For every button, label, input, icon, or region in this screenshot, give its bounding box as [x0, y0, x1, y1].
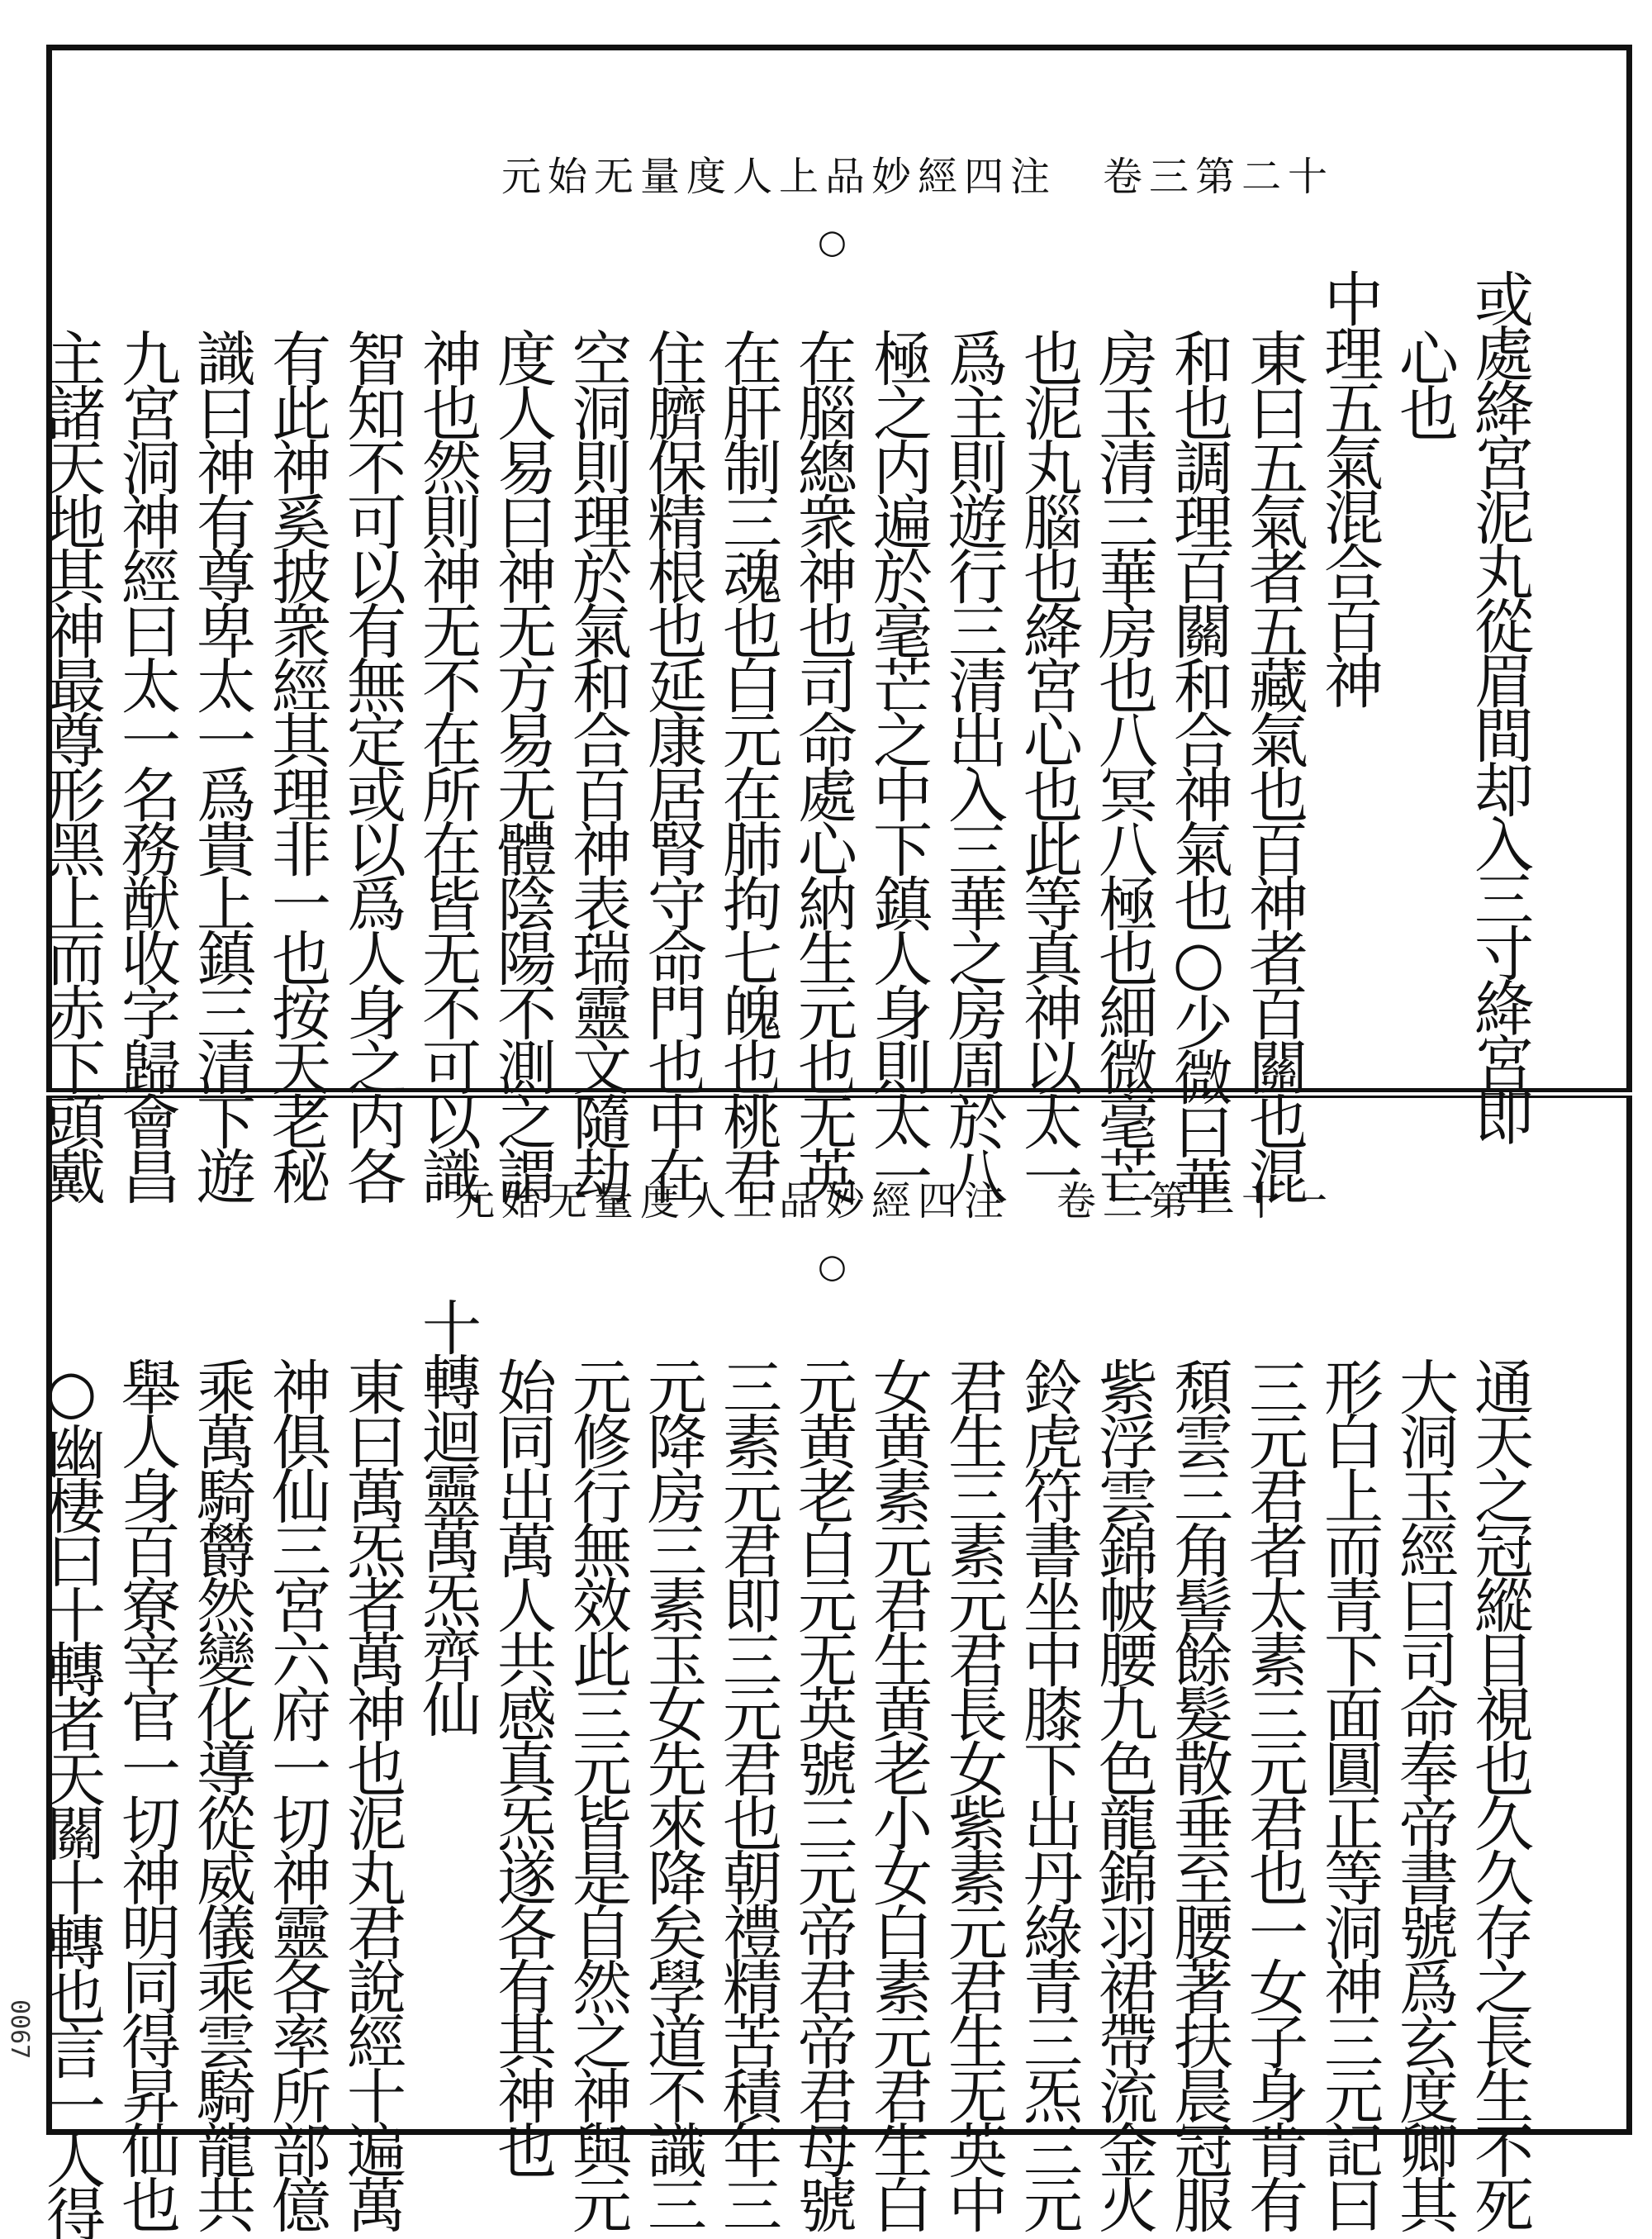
text-column: 三元君者太素三元君也一女子身肯有 — [1239, 1357, 1308, 2229]
text-column: 紫浮雲錦帔腰九色龍錦羽裙帶流金火 — [1089, 1357, 1158, 2229]
text-column: 也泥丸腦也絳宮心也此等真神以太一 — [1014, 328, 1083, 1200]
text-column: 東曰萬炁者萬神也泥丸君說經十遍萬 — [337, 1357, 406, 2229]
text-column: 神也然則神无不在所在皆无不可以識 — [412, 328, 482, 1200]
text-column: 智知不可以有無定或以爲人身之内各 — [337, 328, 406, 1200]
text-column: 始同出萬人共感真炁遂各有其神也 — [487, 1357, 557, 2175]
text-column: 度人易曰神无方易无體陰陽不測之謂 — [487, 328, 557, 1200]
text-column: 元修行無效此三元皆是自然之神與元 — [563, 1357, 632, 2229]
text-column: 識曰神有尊卑太一爲貴上鎮三清下遊 — [187, 328, 256, 1200]
text-column: 空洞則理於氣和合百神表瑞靈文隨劫 — [563, 328, 632, 1200]
text-column: 元黄老白元无英號三元帝君帝君母號 — [788, 1357, 857, 2229]
bottom-page — [36, 1111, 1586, 2239]
text-column: 住臍保精根也延康居腎守命門也中在 — [638, 328, 707, 1200]
text-column: 乘萬騎欝然變化導從威儀乘雲騎龍共 — [187, 1357, 256, 2229]
text-column: 頹雲三角髻餘髮散垂至腰著扶晨冠服 — [1164, 1357, 1233, 2229]
text-column: 通天之冠縱目視也久久存之長生不死 — [1464, 1357, 1534, 2229]
text-column: 形白上而青下面圓正等洞神三元記曰 — [1314, 1357, 1384, 2229]
text-column: 在腦總衆神也司命處心納生元也无英 — [788, 328, 857, 1200]
text-column: 三素元君即三元君也朝禮精苦積年三 — [713, 1357, 782, 2229]
text-column: 中理五氣混合百神 — [1314, 269, 1384, 705]
text-column: 房玉清三華房也八冥八極也細微毫芒 — [1089, 328, 1158, 1200]
text-column: 主諸天地其神最尊形黑上而赤下頭戴 — [36, 328, 106, 1200]
page-number: 0067 — [5, 1999, 34, 2060]
top-page-header: 元始无量度人上品妙經四注 卷三第二十 — [501, 154, 1334, 200]
text-column: 君生三素元君長女紫素元君生无英中 — [938, 1357, 1008, 2229]
bottom-page-marker: ○ — [818, 1248, 847, 1286]
bottom-page-text-columns — [33, 1297, 1536, 2239]
text-column: 在肝制三魂也白元在肺拘七魄也桃君 — [713, 328, 782, 1200]
text-column: 神俱仙三宮六府一切神靈各率所部億 — [262, 1357, 331, 2229]
text-column: 極之内遍於毫芒之中下鎮人身則太一 — [863, 328, 933, 1200]
text-column: 十轉迴靈萬炁齊仙 — [412, 1297, 482, 1733]
text-column: 鈴虎符書坐中膝下出丹綠青三炁三元 — [1014, 1357, 1083, 2229]
text-column: 東曰五氣者五藏氣也百神者百關也混 — [1239, 328, 1308, 1200]
text-column: ○幽棲曰十轉者天關十轉也言一人得 — [36, 1357, 106, 2239]
text-column: 舉人身百寮宰官一切神明同得昇仙也 — [112, 1357, 181, 2229]
text-column: 女黄素元君生黄老小女白素元君生白 — [863, 1357, 933, 2229]
text-column: 或處絳宮泥丸從眉間却入三寸絳宮即 — [1464, 269, 1534, 1141]
top-page-marker: ○ — [818, 223, 847, 261]
text-column: 心也 — [1389, 328, 1459, 437]
text-column: 和也調理百關和合神氣也○少微曰華 — [1164, 328, 1233, 1210]
text-column: 元降房三素玉女先來降矣學道不識三 — [638, 1357, 707, 2229]
text-column: 有此神奚披衆經其理非一也按天老秘 — [262, 328, 331, 1200]
text-column: 九宮洞神經曰太一名務猷收字歸會昌 — [112, 328, 181, 1200]
text-column: 大洞玉經曰司命奉帝書號爲玄度卿其 — [1389, 1357, 1459, 2229]
text-column: 爲主則遊行三清出入三華之房周於八 — [938, 328, 1008, 1200]
bottom-page-header: 元始无量度人上品妙經四注 卷三第二十一 — [454, 1178, 1334, 1224]
